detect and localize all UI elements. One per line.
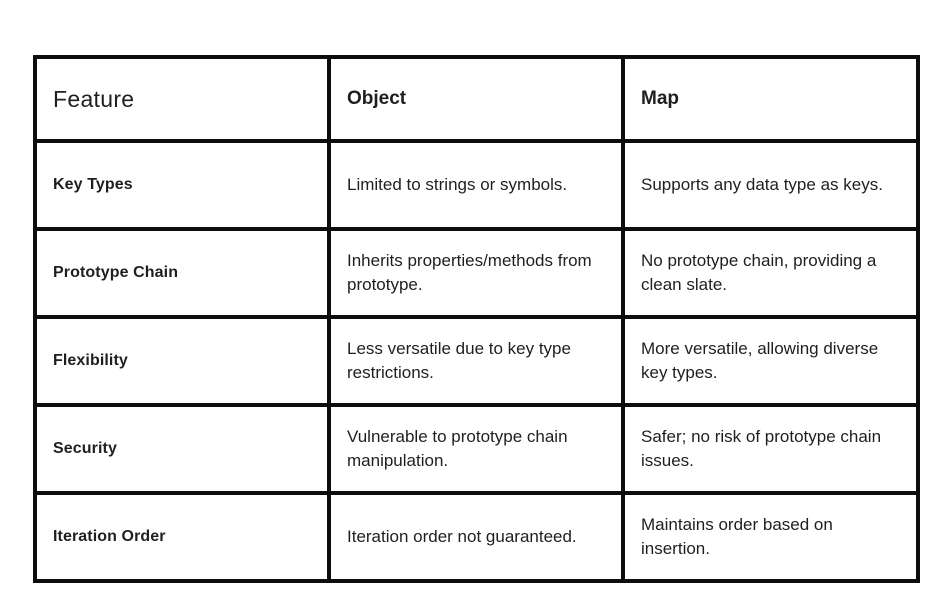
cell-object-security: Vulnerable to prototype chain manipulation. xyxy=(329,405,623,493)
cell-map-iteration-order: Maintains order based on insertion. xyxy=(623,493,918,581)
table-row xyxy=(35,493,918,581)
table-row xyxy=(35,141,918,229)
row-label-prototype-chain: Prototype Chain xyxy=(35,229,329,317)
cell-map-key-types: Supports any data type as keys. xyxy=(623,141,918,229)
cell-object-iteration-order: Iteration order not guaranteed. xyxy=(329,493,623,581)
table-row xyxy=(35,317,918,405)
row-label-security: Security xyxy=(35,405,329,493)
object-vs-map-comparison-table xyxy=(33,55,920,583)
table-header-row xyxy=(35,57,918,141)
cell-map-security: Safer; no risk of prototype chain issues. xyxy=(623,405,918,493)
column-header-map: Map xyxy=(623,57,918,141)
cell-object-prototype-chain: Inherits properties/methods from prototype. xyxy=(329,229,623,317)
cell-object-key-types: Limited to strings or symbols. xyxy=(329,141,623,229)
cell-map-flexibility: More versatile, allowing diverse key types. xyxy=(623,317,918,405)
table-row xyxy=(35,405,918,493)
row-label-flexibility: Flexibility xyxy=(35,317,329,405)
table-row xyxy=(35,229,918,317)
cell-object-flexibility: Less versatile due to key type restrictions. xyxy=(329,317,623,405)
cell-map-prototype-chain: No prototype chain, providing a clean slate. xyxy=(623,229,918,317)
row-label-key-types: Key Types xyxy=(35,141,329,229)
column-header-object: Object xyxy=(329,57,623,141)
column-header-feature: Feature xyxy=(35,57,329,141)
row-label-iteration-order: Iteration Order xyxy=(35,493,329,581)
